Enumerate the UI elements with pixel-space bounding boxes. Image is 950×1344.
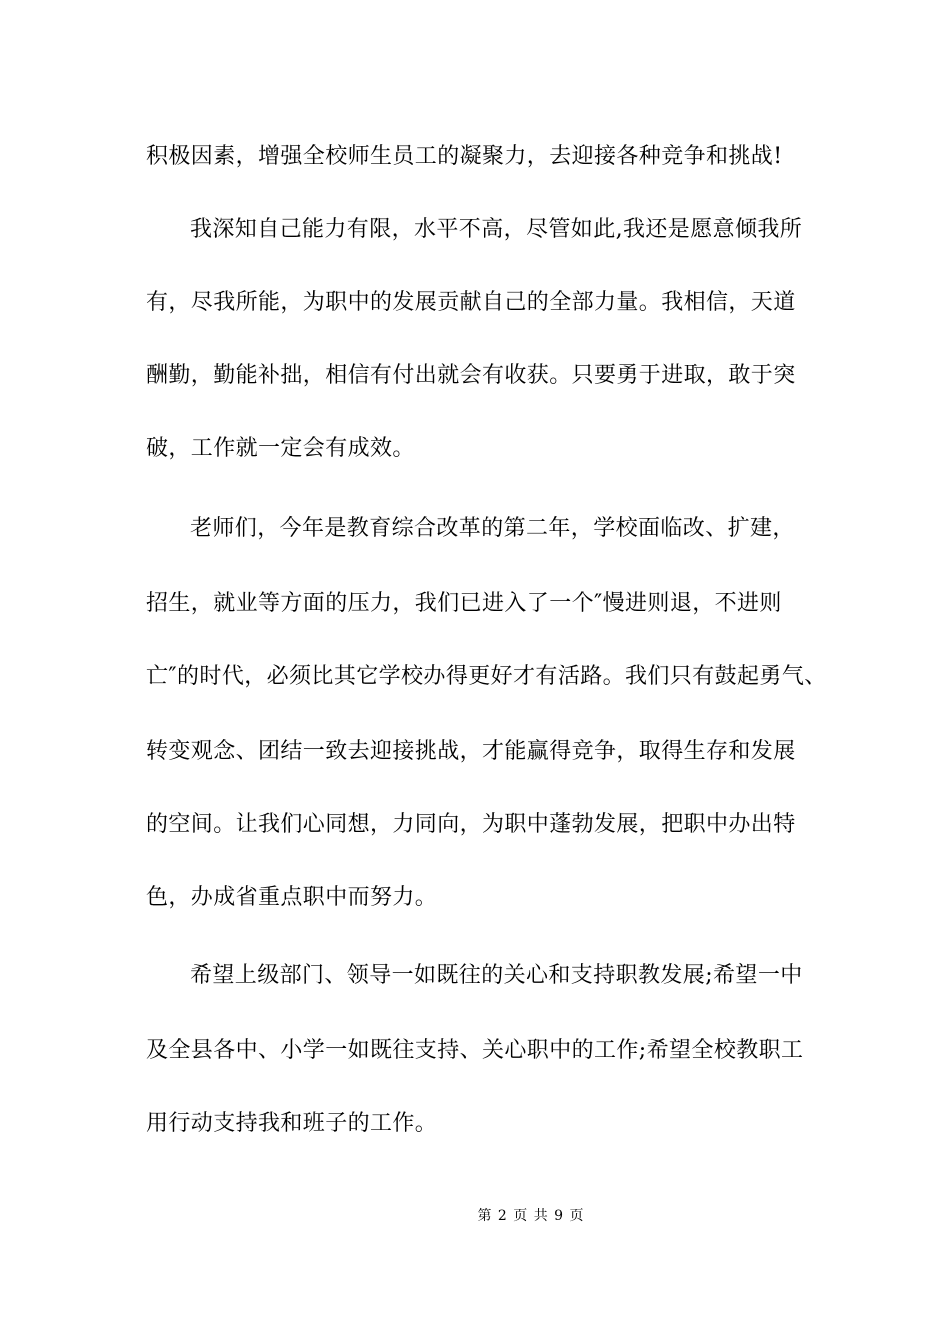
- paragraph-2-line-2: 有，尽我所能，为职中的发展贡献自己的全部力量。我相信，天道: [146, 290, 796, 315]
- paragraph-4-line-3: 用行动支持我和班子的工作。: [146, 1111, 438, 1136]
- paragraph-2-line-1: 我深知自己能力有限，水平不高，尽管如此,我还是愿意倾我所: [190, 217, 803, 242]
- paragraph-1-line-1: 积极因素，增强全校师生员工的凝聚力，去迎接各种竞争和挑战!: [146, 144, 783, 169]
- paragraph-2-line-3: 酬勤，勤能补拙，相信有付出就会有收获。只要勇于进取，敢于突: [146, 363, 796, 388]
- paragraph-4-line-2: 及全县各中、小学一如既往支持、关心职中的工作;希望全校教职工: [146, 1038, 804, 1063]
- paragraph-2-line-4: 破，工作就一定会有成效。: [146, 436, 415, 461]
- paragraph-3-line-2: 招生，就业等方面的压力，我们已进入了一个″慢进则退，不进则: [146, 591, 782, 616]
- paragraph-3-line-4: 转变观念、团结一致去迎接挑战，才能赢得竞争，取得生存和发展: [146, 739, 796, 764]
- page-number: 第 2 页 共 9 页: [477, 1208, 585, 1224]
- page-footer: [0, 1206, 950, 1226]
- paragraph-3-line-3: 亡″的时代，必须比其它学校办得更好才有活路。我们只有鼓起勇气、: [146, 664, 827, 689]
- paragraph-3-line-1: 老师们，今年是教育综合改革的第二年，学校面临改、扩建，: [190, 516, 795, 541]
- paragraph-3-line-5: 的空间。让我们心同想，力同向，为职中蓬勃发展，把职中办出特: [146, 812, 796, 837]
- paragraph-3-line-6: 色，办成省重点职中而努力。: [146, 885, 438, 910]
- paragraph-4-line-1: 希望上级部门、领导一如既往的关心和支持职教发展;希望一中: [190, 963, 803, 988]
